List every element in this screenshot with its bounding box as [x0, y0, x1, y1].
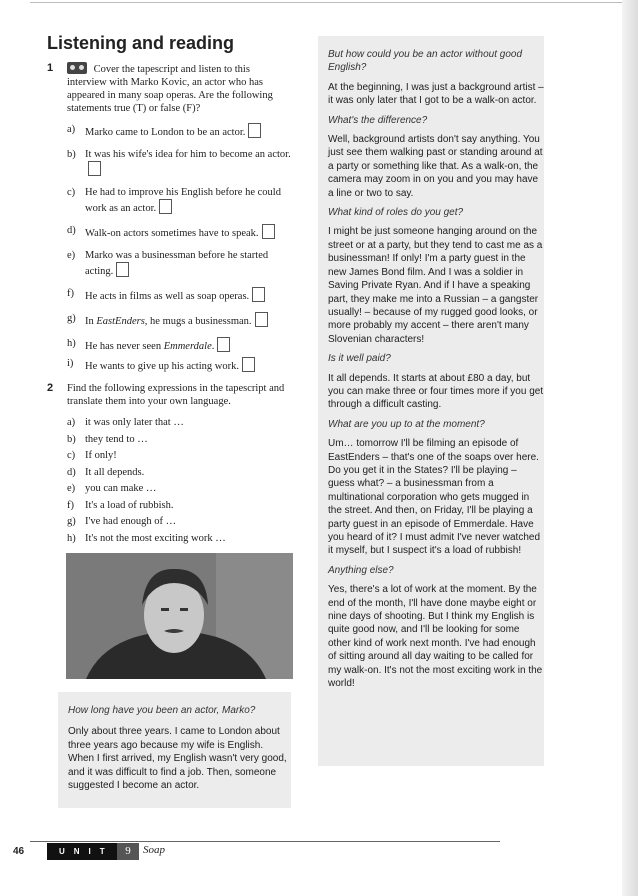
cassette-icon — [67, 62, 87, 74]
statement-body: Marko was a businessman before he started acting. — [85, 250, 269, 277]
interview-question: How long have you been an actor, Marko? — [68, 705, 256, 716]
expression-item — [67, 433, 292, 446]
page-edge-shadow — [622, 0, 638, 896]
answer-checkbox[interactable] — [262, 224, 275, 239]
exercise-1-header — [47, 62, 292, 115]
statement-item — [67, 312, 292, 328]
statement-item — [67, 249, 292, 278]
interview-question: But how could you be an actor without good English? — [328, 49, 523, 74]
expression-letter: b) — [67, 433, 76, 445]
exercise-1-statements — [47, 123, 292, 373]
statement-letter: c) — [67, 187, 76, 198]
statement-text — [85, 249, 292, 278]
interview-answer: Um… tomorrow I'll be filming an episode of EastEnders – that's one of the soaps over here. Do you get it in the States? I'll be playing – guess what? – a businessman from a multinational corporation who gets mugged in the street. And then, on Friday, I'll be playing a party guest in an episode of Emmerdale. Have you heard of it? I must admit I've never watched it myself, but I suspect it's a load of rubbish! — [328, 438, 541, 557]
statement-letter: i) — [67, 358, 74, 369]
expression-letter: c) — [67, 450, 76, 461]
statement-text — [85, 312, 292, 328]
answer-checkbox[interactable] — [242, 357, 255, 372]
actor-portrait-illustration — [66, 553, 293, 679]
interview-question: What are you up to at the moment? — [328, 418, 485, 430]
expression-item — [67, 449, 292, 462]
interview-question: Is it well paid? — [328, 353, 391, 365]
statement-pre: He has never seen — [85, 341, 164, 352]
interview-question: Anything else? — [328, 564, 394, 576]
answer-checkbox[interactable] — [255, 312, 268, 327]
statement-letter: e) — [67, 250, 76, 261]
answer-checkbox[interactable] — [252, 287, 265, 302]
statement-item — [67, 337, 292, 353]
statement-text — [85, 148, 292, 177]
unit-number: 9 — [117, 843, 139, 860]
unit-title: Soap — [143, 844, 165, 856]
statement-item — [67, 148, 292, 177]
exercise-1-number: 1 — [47, 62, 54, 74]
exercise-2-expressions — [47, 416, 292, 545]
expression-letter: d) — [67, 466, 76, 478]
expression-letter: e) — [67, 483, 76, 494]
statement-letter: h) — [67, 338, 76, 349]
statement-body: He acts in films as well as soap operas. — [85, 291, 250, 302]
tapescript-panel-left — [58, 692, 291, 808]
statement-letter: g) — [67, 313, 76, 324]
statement-post: . — [211, 341, 215, 352]
expression-letter: g) — [67, 516, 76, 527]
expression-item — [67, 482, 292, 495]
exercise-2-number: 2 — [47, 382, 54, 394]
statement-item — [67, 186, 292, 215]
footer-rule — [30, 841, 500, 842]
exercise-2-header — [47, 382, 292, 408]
statement-item — [67, 287, 292, 303]
expression-text: It's not the most exciting work … — [85, 532, 226, 544]
expression-item — [67, 515, 292, 528]
statement-item — [67, 123, 292, 139]
soap-title: Emmerdale — [163, 341, 212, 352]
top-rule — [30, 2, 630, 3]
interview-answer: Only about three years. I came to London about three years ago because my wife is English. When I first arrived, my English wasn't very good, and it was difficult to find a job. Then, someone suggested I become an actor. — [68, 726, 287, 792]
statement-letter: a) — [67, 124, 76, 135]
interview-answer: Yes, there's a lot of work at the moment. By the end of the month, I'll have done maybe eight or nine days of shooting. But I think my English is quite good now, and I'll be looking for some other kind of work next month. I've had enough of sitting around all day waiting to be called for my walk-on. It's not the most exciting work in the world! — [328, 584, 543, 690]
expression-text: they tend to … — [85, 433, 148, 445]
actor-photo — [66, 553, 293, 679]
statement-letter: b) — [67, 149, 76, 160]
statement-post: , he mugs a businessman. — [144, 316, 252, 327]
expression-item — [67, 532, 292, 545]
statement-item — [67, 224, 292, 240]
interview-question: What kind of roles do you get? — [328, 207, 464, 219]
answer-checkbox[interactable] — [159, 199, 172, 214]
expression-text: It's a load of rubbish. — [85, 499, 174, 511]
exercise-1-instruction: Cover the tapescript and listen to this interview with Marko Kovic, an actor who has appeared in many soap operas. Are the following statements true (T) or false (F)? — [67, 64, 273, 114]
statement-text — [85, 186, 292, 215]
statement-body: He wants to give up his acting work. — [85, 361, 239, 372]
exercise-2-instruction: Find the following expressions in the tapescript and translate them into your own language. — [67, 383, 285, 407]
statement-text — [85, 337, 292, 353]
statement-text — [85, 357, 292, 373]
section-title: Listening and reading — [47, 33, 235, 53]
expression-letter: a) — [67, 417, 76, 428]
expression-item — [67, 466, 292, 479]
interview-answer: It all depends. It starts at about £80 a day, but you can make three or four times more if you get through a difficult casting. — [328, 372, 544, 411]
expression-item — [67, 416, 292, 429]
tapescript-panel-right — [318, 36, 544, 766]
expression-text: It all depends. — [85, 466, 145, 478]
statement-body: Marko came to London to be an actor. — [85, 127, 246, 138]
statement-body: It was his wife's idea for him to become an actor. — [85, 149, 291, 160]
soap-title: EastEnders — [96, 316, 145, 327]
exercises-column — [47, 62, 292, 548]
answer-checkbox[interactable] — [116, 262, 129, 277]
page-number: 46 — [13, 846, 25, 857]
expression-text: If only! — [85, 450, 117, 461]
answer-checkbox[interactable] — [217, 337, 230, 352]
expression-letter: f) — [67, 499, 74, 511]
expression-text: it was only later that … — [85, 417, 184, 428]
answer-checkbox[interactable] — [88, 161, 101, 176]
statement-text — [85, 287, 292, 303]
statement-letter: f) — [67, 288, 74, 299]
unit-label: UNIT — [47, 843, 117, 860]
expression-text: I've had enough of … — [85, 516, 177, 527]
statement-body: Walk-on actors sometimes have to speak. — [85, 228, 259, 239]
interview-answer: I might be just someone hanging around on the street or at a party, but they tend to cast me as a businessman! If only! I'm a party guest in the new James Bond film. And I was a soldier in Saving Private Ryan. And if I have a speaking part, they make me into a Russian – a gangster usually! – because of my rugged good looks, or more probably my accent – there aren't many Slovenian characters! — [328, 226, 543, 345]
interview-answer: Well, background artists don't say anything. You just see them walking past or standing around at a party or something like that. As a walk-on, the camera may zoom in on you and you may have a line or two to say. — [328, 134, 543, 199]
statement-pre: In — [85, 316, 97, 327]
interview-answer: At the beginning, I was just a background artist – it was only later that I got to be a walk-on actor. — [328, 81, 544, 107]
expression-text: you can make … — [85, 483, 157, 494]
interview-question: What's the difference? — [328, 114, 428, 126]
statement-letter: d) — [67, 225, 76, 236]
expression-item — [67, 499, 292, 512]
expression-letter: h) — [67, 532, 76, 544]
statement-text — [85, 224, 292, 240]
answer-checkbox[interactable] — [248, 123, 261, 138]
statement-item — [67, 357, 292, 373]
statement-body: He had to improve his English before he could work as an actor. — [85, 187, 281, 214]
statement-text — [85, 123, 292, 139]
